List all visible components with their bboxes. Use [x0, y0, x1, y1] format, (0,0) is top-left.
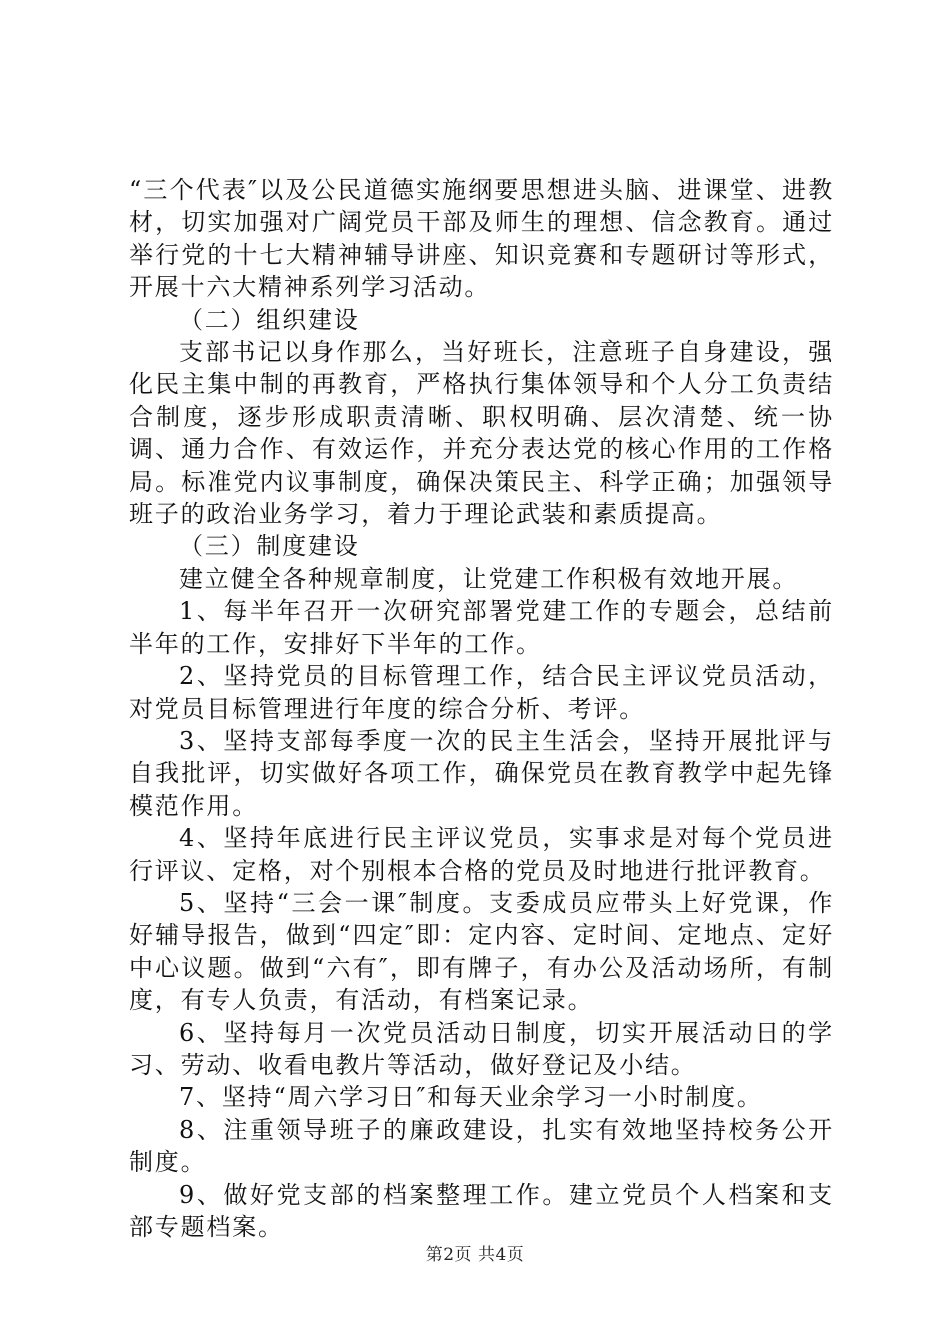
- paragraph-intro: “三个代表″以及公民道德实施纲要思想进头脑、进课堂、进教材，切实加强对广阔党员干部及师生的理想、信念教育。通过举行党的十七大精神辅导讲座、知识竞赛和专题研讨等形式，开展十六大精神系列学习活动。: [129, 176, 834, 302]
- list-item-1: 1、每半年召开一次研究部署党建工作的专题会，总结前半年的工作，安排好下半年的工作。: [129, 597, 834, 658]
- list-item-7: 7、坚持“周六学习日″和每天业余学习一小时制度。: [179, 1083, 763, 1112]
- list-item-6: 6、坚持每月一次党员活动日制度，切实开展活动日的学习、劳动、收看电教片等活动，做好登记及小结。: [129, 1018, 834, 1079]
- list-item-9: 9、做好党支部的档案整理工作。建立党员个人档案和支部专题档案。: [129, 1180, 834, 1241]
- paragraph-organization: 支部书记以身作那么，当好班长，注意班子自身建设，强化民主集中制的再教育，严格执行集体领导和个人分工负责结合制度，逐步形成职责清晰、职权明确、层次清楚、统一协调、通力合作、有效运作，并充分表达党的核心作用的工作格局。标准党内议事制度，确保决策民主、科学正确；加强领导班子的政治业务学习，着力于理论武装和素质提高。: [129, 338, 834, 529]
- list-item-2: 2、坚持党员的目标管理工作，结合民主评议党员活动，对党员目标管理进行年度的综合分析、考评。: [129, 662, 834, 723]
- section-heading-system: （三）制度建设: [179, 532, 360, 561]
- section-heading-organization: （二）组织建设: [179, 305, 360, 334]
- list-item-4: 4、坚持年底进行民主评议党员，实事求是对每个党员进行评议、定格，对个别根本合格的党员及时地进行批评教育。: [129, 824, 834, 885]
- list-item-3: 3、坚持支部每季度一次的民主生活会，坚持开展批评与自我批评，切实做好各项工作，确保党员在教育教学中起先锋模范作用。: [129, 726, 834, 820]
- page-footer: 第2页 共4页: [425, 1245, 525, 1265]
- paragraph-system-intro: 建立健全各种规章制度，让党建工作积极有效地开展。: [179, 564, 799, 593]
- document-body: [129, 174, 834, 1243]
- list-item-8: 8、注重领导班子的廉政建设，扎实有效地坚持校务公开制度。: [129, 1115, 834, 1177]
- list-item-5: 5、坚持“三会一课″制度。支委成员应带头上好党课，作好辅导报告，做到“四定″即：定内容、定时间、定地点、定好中心议题。做到“六有″，即有牌子，有办公及活动场所，有制度，有专人负责，有活动，有档案记录。: [129, 888, 834, 1015]
